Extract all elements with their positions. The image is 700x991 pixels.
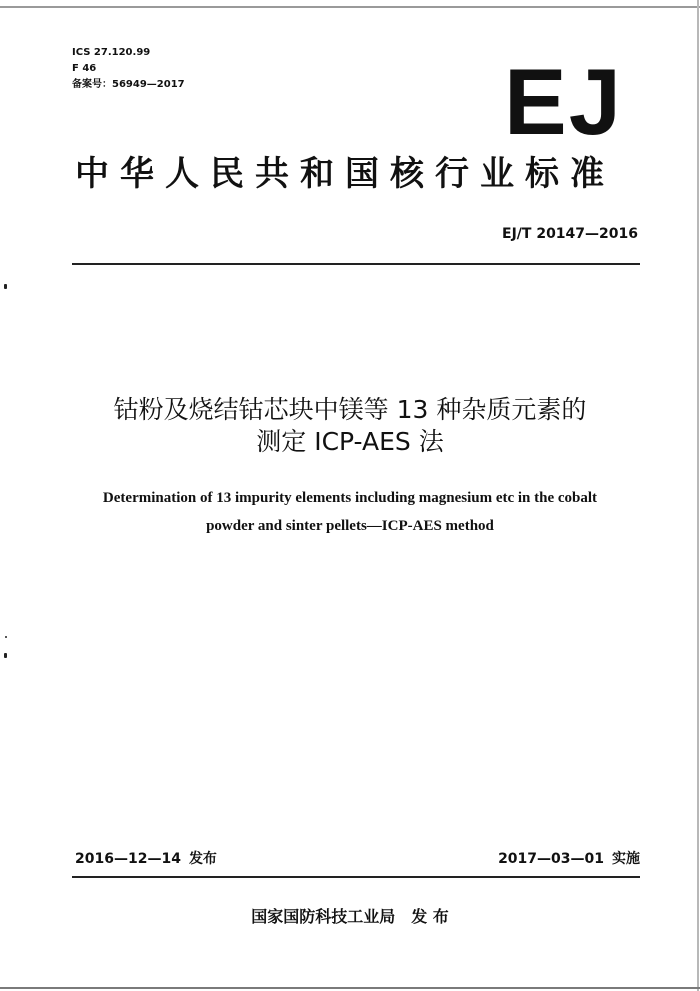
- publish-label: 发 布: [411, 907, 449, 926]
- ccs-code: F 46: [72, 63, 97, 74]
- national-standard-title: 中华人民共和国核行业标准: [75, 154, 615, 194]
- implement-label: 实施: [612, 851, 640, 867]
- english-title-line-1: Determination of 13 impurity elements including magnesium etc in the cobalt: [102, 490, 598, 506]
- classification-block: [72, 45, 185, 93]
- footer-divider: [72, 876, 640, 878]
- implement-date-block: [470, 848, 640, 868]
- scan-speck: [4, 653, 7, 658]
- issue-date: 2016—12—14: [75, 851, 181, 867]
- scan-speck: [4, 284, 7, 289]
- standard-number: EJ/T 20147—2016: [502, 226, 638, 242]
- record-number: 备案号：56949—2017: [72, 79, 185, 90]
- ej-logo: EJ: [504, 49, 623, 154]
- issue-label: 发布: [188, 851, 217, 867]
- chinese-title-line-1: 钴粉及烧结钴芯块中镁等 13 种杂质元素的: [113, 395, 587, 424]
- publisher-block: [0, 904, 700, 927]
- chinese-title-line-2: 测定 ICP-AES 法: [256, 427, 444, 456]
- implement-date: 2017—03—01: [498, 851, 604, 867]
- scan-edge-bottom: [0, 987, 700, 989]
- chinese-title: [0, 394, 700, 458]
- english-title-line-2: powder and sinter pellets—ICP-AES method: [206, 518, 494, 534]
- scan-edge-top: [0, 6, 700, 8]
- ics-code: ICS 27.120.99: [72, 47, 151, 58]
- english-title: [0, 484, 700, 540]
- issue-date-block: [75, 848, 217, 868]
- scan-speck: [5, 636, 7, 638]
- header-divider: [72, 263, 640, 265]
- publisher-name: 国家国防科技工业局: [251, 907, 396, 926]
